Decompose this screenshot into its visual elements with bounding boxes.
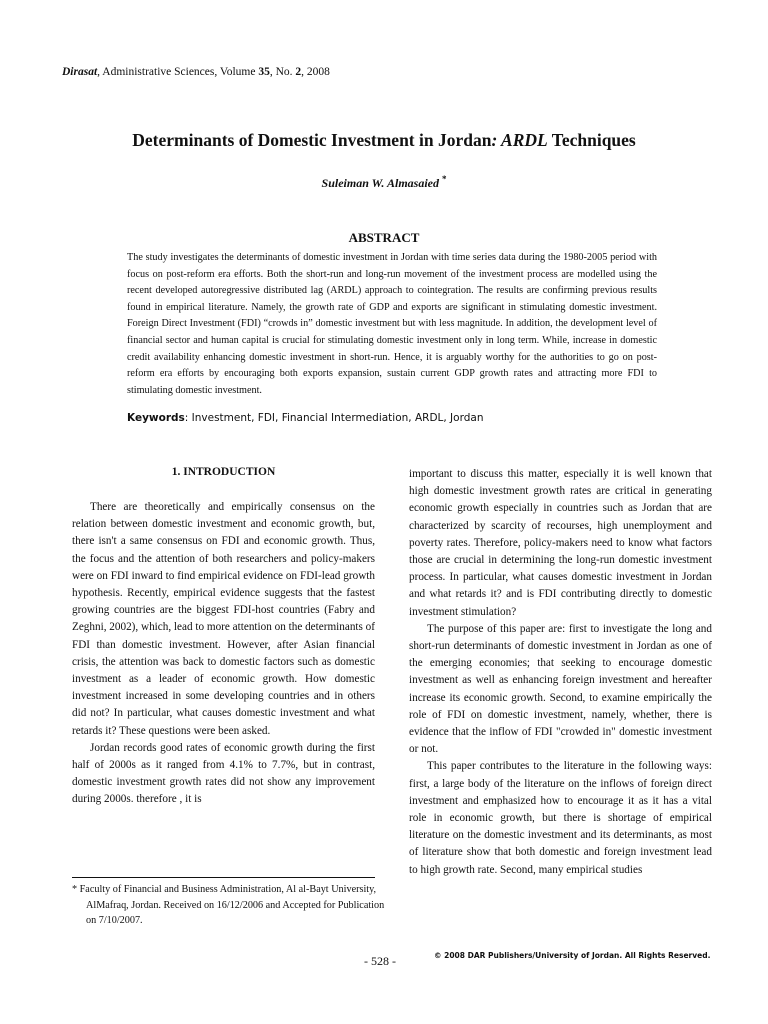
abstract-text: The study investigates the determinants of domestic investment in Jordan with time series data during the 1980-2005 period with focus on post-reform era efforts. Both the short-run and long-run movement of the investment process are modelled using the recent developed autoregressive distributed lag (ARDL) approach to cointegration. The results are confirming previous results found in empirical literature. Namely, the growth rate of GDP and exports are significant in stimulating domestic investment. Foreign Direct Investment (FDI) “crowds in” domestic investment but with less magnitude. In addition, the development level of financial sector and human capital is crucial for stimulating domestic investment only in long term. While, increase in domestic credit availability enhancing domestic investment in short-run. Hence, it is arguably worthy for the authorities to go on post-reform era efforts by encouraging both exports expansion, sustain current GDP growth rates and attracting more FDI to stimulating domestic investment. — [127, 252, 657, 396]
paper-title — [0, 130, 768, 151]
journal-section: , Administrative Sciences, Volume — [97, 66, 259, 78]
page-number: - 528 - — [364, 954, 396, 968]
paragraph: There are theoretically and empirically consensus on the relation between domestic investment and economic growth, but, there isn't a same consensus on FDI and economic growth. Thus, the focus and the attention of both researchers and policy-makers were on FDI inward to find empirical evidence on FDI-lead growth hypothesis. Recently, empirical evidence suggests that the fastest growing countries are the biggest FDI-host countries (Fabry and Zeghni, 2002), which, lead to more attention on the determinants of FDI than domestic investment. However, after Asian financial crisis, the attention was back to domestic factors such as domestic investment as a leader of economic growth. How domestic investment increased in some developing countries and in others did not? In particular, what causes domestic investment and what retards it? These questions were been asked. — [72, 501, 375, 737]
left-column — [72, 499, 375, 809]
journal-issue-prefix: , No. — [269, 66, 296, 78]
keywords-line — [127, 412, 667, 424]
title-main: Determinants of Domestic Investment in Jordan — [132, 130, 492, 150]
journal-name: Dirasat — [62, 66, 98, 78]
section-heading-introduction: 1. INTRODUCTION — [171, 466, 276, 478]
journal-year: , 2008 — [301, 66, 330, 78]
copyright-notice: © 2008 DAR Publishers/University of Jordan. All Rights Reserved. — [434, 951, 711, 960]
paragraph: This paper contributes to the literature in the following ways: first, a large body of the literature on the inflows of foreign direct investment and emphasized how to encourage it as it has a vital role in economic growth, but there is shortage of empirical literature on the domestic investment and its determinants, as most of literature show that both domestic and foreign investment lead to high growth rate. Second, many empirical studies — [409, 760, 712, 876]
journal-issue: 2 — [295, 66, 302, 78]
footnote-divider — [72, 877, 375, 878]
right-column — [409, 466, 712, 879]
journal-header — [62, 66, 330, 78]
journal-volume: 35 — [258, 66, 270, 78]
paragraph: important to discuss this matter, especially it is well known that high domestic investment growth rates are critical in generating economic growth especially in countries such as Jordan that are characterized by scarcity of recourses, high unemployment and poverty rates. Therefore, policy-makers need to know what factors those are crucial in determining the long-run domestic investment process. In particular, what causes domestic investment in Jordan and what retards it? and is FDI contributing directly to domestic investment stimulation? — [409, 468, 712, 618]
author-line — [0, 174, 768, 191]
paragraph: The purpose of this paper are: first to investigate the long and short-run determinants of domestic investment in Jordan as one of the emerging economies; that seeking to encourage domestic investment as well as enhancing foreign investment and hereafter increase its economic growth. Second, to examine empirically the role of FDI on domestic investment, namely, whether, there is evidence that the inflow of FDI "crowded in" domestic investment or not. — [409, 622, 712, 756]
keywords-label: Keywords — [127, 412, 185, 424]
footnote-affiliation: * Faculty of Financial and Business Administration, Al al-Bayt University, AlMafraq, Jordan. Received on 16/12/2006 and Accepted for Publication on 7/10/2007. — [72, 884, 385, 926]
title-tail: Techniques — [547, 130, 636, 150]
author-name: Suleiman W. Almasaied — [321, 176, 439, 190]
title-ardl: : ARDL — [491, 130, 548, 150]
paragraph: Jordan records good rates of economic growth during the first half of 2000s as it ranged from 4.1% to 7.7%, but in contrast, domestic investment growth rates did not show any improvement during 2000s. therefore , it is — [72, 741, 375, 806]
keywords-text: : Investment, FDI, Financial Intermediation, ARDL, Jordan — [184, 412, 484, 424]
abstract-heading: ABSTRACT — [348, 230, 420, 245]
author-footnote-mark: * — [441, 174, 447, 184]
